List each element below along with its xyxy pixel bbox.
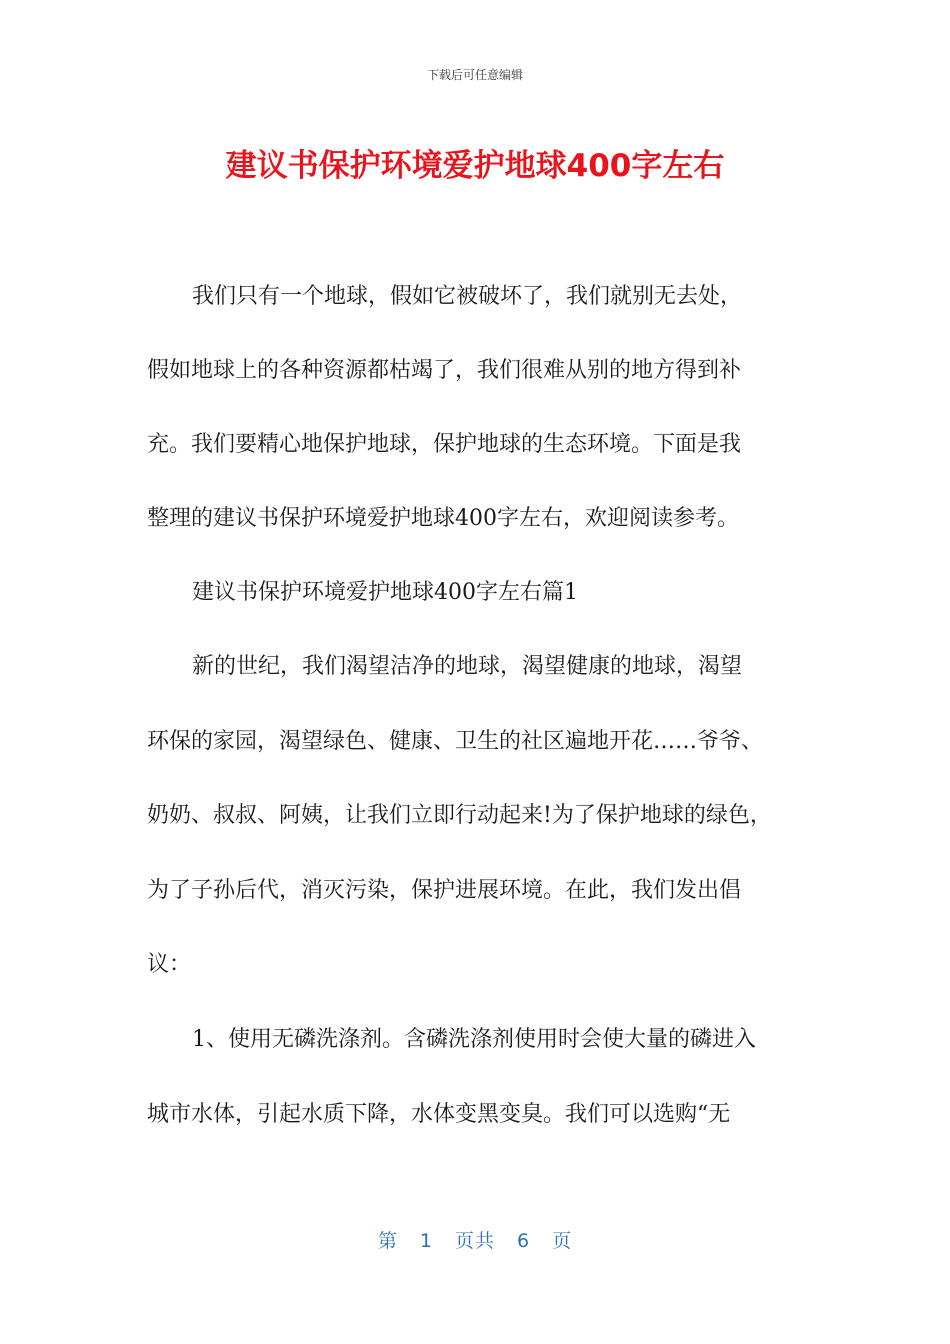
page-footer [0, 1226, 950, 1253]
footer-suffix: 页 [552, 1230, 573, 1252]
body-line: 1、使用无磷洗涤剂。含磷洗涤剂使用时会使大量的磷进入 [192, 1027, 756, 1052]
body-line: 城市水体，引起水质下降，水体变黑变臭。我们可以选购“无 [147, 1102, 731, 1127]
document-title: 建议书保护环境爱护地球400字左右 [225, 148, 725, 184]
body-line: 充。我们要精心地保护地球，保护地球的生态环境。下面是我 [147, 432, 742, 457]
body-line: 假如地球上的各种资源都枯竭了，我们很难从别的地方得到补 [147, 358, 742, 383]
body-line: 新的世纪，我们渴望洁净的地球，渴望健康的地球，渴望 [192, 654, 743, 679]
footer-prefix: 第 [377, 1230, 398, 1252]
section-heading: 建议书保护环境爱护地球400字左右篇1 [192, 580, 578, 605]
body-line: 整理的建议书保护环境爱护地球400字左右，欢迎阅读参考。 [147, 506, 739, 531]
body-line: 我们只有一个地球，假如它被破坏了，我们就别无去处， [192, 284, 743, 309]
header-note: 下载后可任意编辑 [426, 68, 523, 82]
footer-total-pages: 6 [517, 1230, 531, 1252]
body-line: 环保的家园，渴望绿色、健康、卫生的社区遍地开花……爷爷、 [147, 729, 764, 754]
footer-mid: 页共 [454, 1230, 495, 1252]
body-line: 奶奶、叔叔、阿姨，让我们立即行动起来!为了保护地球的绿色， [147, 803, 772, 828]
body-line: 为了子孙后代，消灭污染，保护进展环境。在此，我们发出倡 [147, 878, 742, 903]
footer-current-page: 1 [419, 1230, 433, 1252]
body-line: 议： [147, 952, 192, 977]
